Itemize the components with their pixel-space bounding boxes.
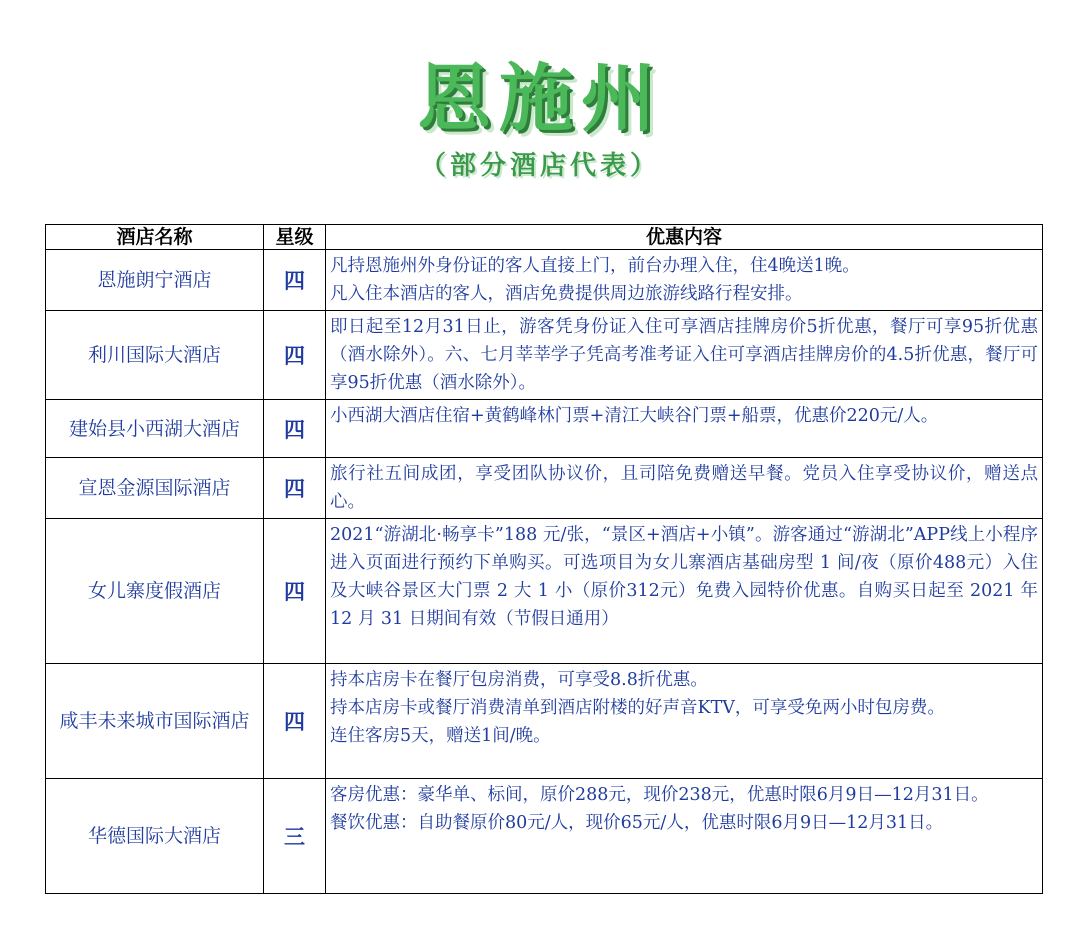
discount-line: 2021“游湖北·畅享卡”188 元/张，“景区+酒店+小镇”。游客通过“游湖北”APP线上小程序进入页面进行预约下单购买。可选项目为女儿寨酒店基础房型 1 间/夜（原价488元）入住及大峡谷景区大门票 2 大 1 小（原价312元）免费入园特价优惠。自购买日起至 2021 年 12 月 31 日期间有效（节假日通用） [330,525,1038,629]
hotel-star: 四 [264,311,326,400]
discount-content [326,400,1043,458]
discount-content [326,250,1043,311]
table-row [46,519,1043,664]
discount-line: 持本店房卡在餐厅包房消费，可享受8.8折优惠。 [330,670,708,690]
discount-line: 凡入住本酒店的客人，酒店免费提供周边旅游线路行程安排。 [330,284,803,304]
discount-line: 凡持恩施州外身份证的客人直接上门，前台办理入住，住4晚送1晚。 [330,256,860,276]
hotel-star: 三 [264,779,326,894]
table-row [46,311,1043,400]
header-discount: 优惠内容 [326,225,1043,250]
discount-line: 旅行社五间成团，享受团队协议价，且司陪免费赠送早餐。党员入住享受协议价，赠送点心。 [330,464,1038,512]
discount-line: 连住客房5天，赠送1间/晚。 [330,726,551,746]
discount-line: 客房优惠：豪华单、标间，原价288元，现价238元，优惠时限6月9日—12月31日。 [330,785,989,805]
discount-content [326,458,1043,519]
table-row [46,664,1043,779]
page-subtitle: （部分酒店代表） [419,151,660,181]
hotel-star: 四 [264,664,326,779]
discount-line: 即日起至12月31日止，游客凭身份证入住可享酒店挂牌房价5折优惠，餐厅可享95折优惠（酒水除外）。六、七月莘莘学子凭高考准考证入住可享酒店挂牌房价的4.5折优惠，餐厅可享95折优惠（酒水除外）。 [330,317,1038,393]
discount-content [326,311,1043,400]
table-row [46,400,1043,458]
discount-line: 餐饮优惠：自助餐原价80元/人，现价65元/人，优惠时限6月9日—12月31日。 [330,813,944,833]
hotel-name: 利川国际大酒店 [46,311,264,400]
header-star: 星级 [264,225,326,250]
hotel-name: 咸丰未来城市国际酒店 [46,664,264,779]
hotel-star: 四 [264,458,326,519]
discount-line: 小西湖大酒店住宿+黄鹤峰林门票+清江大峡谷门票+船票，优惠价220元/人。 [330,406,939,426]
table-row [46,779,1043,894]
table-row [46,250,1043,311]
hotel-name: 宣恩金源国际酒店 [46,458,264,519]
hotel-star: 四 [264,250,326,311]
header-hotel-name: 酒店名称 [46,225,264,250]
discount-content [326,779,1043,894]
table-row [46,458,1043,519]
hotel-name: 建始县小西湖大酒店 [46,400,264,458]
hotel-name: 华德国际大酒店 [46,779,264,894]
table-header-row [46,225,1043,250]
page-title: 恩施州 [417,56,663,142]
discount-content [326,519,1043,664]
hotel-name: 恩施朗宁酒店 [46,250,264,311]
hotel-star: 四 [264,400,326,458]
hotel-name: 女儿寨度假酒店 [46,519,264,664]
discount-line: 持本店房卡或餐厅消费清单到酒店附楼的好声音KTV，可享受免两小时包房费。 [330,698,945,718]
hotel-discount-table [45,224,1043,894]
hotel-star: 四 [264,519,326,664]
discount-content [326,664,1043,779]
